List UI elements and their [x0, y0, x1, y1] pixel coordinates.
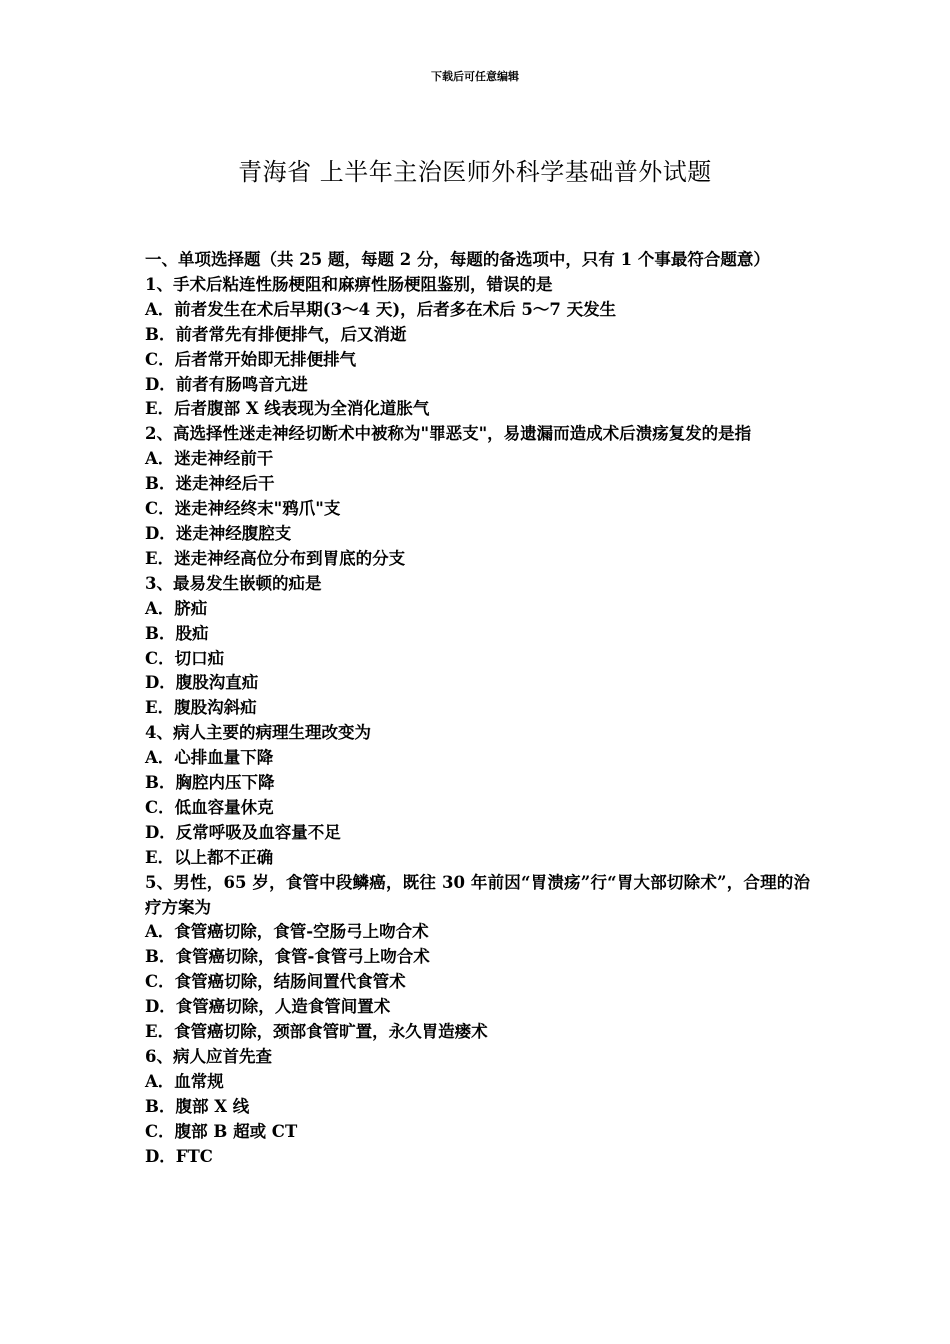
- option-a: A．前者发生在术后早期(3～4 天)，后者多在术后 5～7 天发生: [145, 299, 617, 319]
- option-d: D．前者有肠鸣音亢进: [145, 374, 308, 394]
- header-note: 下载后可任意编辑: [431, 70, 519, 83]
- option-d: D．FTC: [145, 1146, 213, 1166]
- option-c: C．腹部 B 超或 CT: [145, 1121, 298, 1141]
- option-a: A．食管癌切除，食管-空肠弓上吻合术: [145, 922, 429, 942]
- option-e: E．后者腹部 X 线表现为全消化道胀气: [145, 399, 430, 419]
- option-d: D．腹股沟直疝: [145, 673, 259, 693]
- option-e: E．食管癌切除，颈部食管旷置，永久胃造瘘术: [145, 1022, 488, 1042]
- option-a: A．血常规: [145, 1071, 224, 1091]
- question-3: [145, 572, 810, 721]
- option-d: D．食管癌切除，人造食管间置术: [145, 997, 391, 1017]
- question-2: [145, 422, 810, 571]
- option-b: B．食管癌切除，食管-食管弓上吻合术: [145, 947, 430, 967]
- section-heading: 一、单项选择题（共 25 题，每题 2 分，每题的备选项中，只有 1 个事最符合题意）: [145, 250, 770, 269]
- option-a: A．脐疝: [145, 598, 208, 618]
- option-d: D．迷走神经腹腔支: [145, 523, 292, 543]
- option-e: E．腹股沟斜疝: [145, 698, 257, 718]
- option-c: C．切口疝: [145, 648, 225, 668]
- question-6: [145, 1045, 810, 1170]
- question-stem: 6、病人应首先查: [145, 1047, 272, 1066]
- option-b: B．股疝: [145, 623, 209, 643]
- question-4: [145, 721, 810, 870]
- question-stem: 2、高选择性迷走神经切断术中被称为"罪恶支"，易遗漏而造成术后溃疡复发的是指: [145, 424, 752, 444]
- question-stem: 1、手术后粘连性肠梗阻和麻痹性肠梗阻鉴别，错误的是: [145, 274, 553, 294]
- question-stem: 3、最易发生嵌顿的疝是: [145, 573, 322, 593]
- option-c: C．后者常开始即无排便排气: [145, 349, 357, 369]
- option-d: D．反常呼吸及血容量不足: [145, 822, 341, 842]
- option-a: A．心排血量下降: [145, 748, 274, 768]
- question-5: [145, 871, 810, 1045]
- question-stem: 5、男性，65 岁，食管中段鳞癌，既往 30 年前因“胃溃疡”行“胃大部切除术”，合理的治疗方案为: [145, 872, 810, 917]
- question-list: [145, 248, 810, 1170]
- option-a: A．迷走神经前干: [145, 449, 274, 469]
- option-e: E．迷走神经高位分布到胃底的分支: [145, 548, 406, 568]
- document-title: 青海省 上半年主治医师外科学基础普外试题: [238, 158, 712, 186]
- option-b: B．迷走神经后干: [145, 474, 275, 494]
- option-b: B．前者常先有排便排气，后又消逝: [145, 324, 407, 344]
- option-c: C．食管癌切除，结肠间置代食管术: [145, 972, 406, 992]
- option-b: B．胸腔内压下降: [145, 773, 275, 793]
- option-e: E．以上都不正确: [145, 847, 274, 867]
- question-1: [145, 273, 810, 422]
- option-b: B．腹部 X 线: [145, 1096, 250, 1116]
- option-c: C．迷走神经终末"鸦爪"支: [145, 499, 341, 519]
- option-c: C．低血容量休克: [145, 797, 274, 817]
- question-stem: 4、病人主要的病理生理改变为: [145, 723, 371, 743]
